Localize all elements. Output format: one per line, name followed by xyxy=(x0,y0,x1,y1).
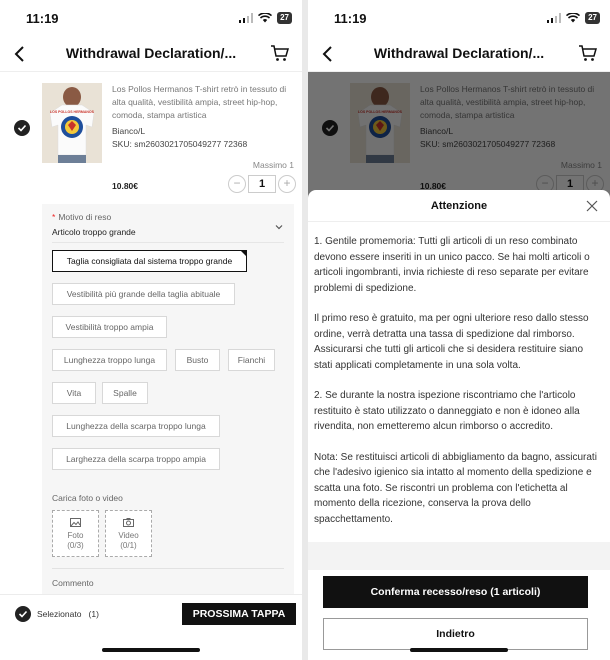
divider xyxy=(52,568,284,569)
product-price: 10.80€ xyxy=(112,181,138,191)
quantity-value[interactable]: 1 xyxy=(248,175,276,193)
reason-option[interactable]: Taglia consigliata dal sistema troppo grande xyxy=(52,250,247,272)
confirm-return-button[interactable]: Conferma recesso/reso (1 articoli) xyxy=(323,576,588,608)
battery-icon: 27 xyxy=(585,12,600,24)
select-all-checkbox[interactable] xyxy=(15,606,31,622)
scroll-fade xyxy=(308,542,610,570)
dialog-paragraph: 1. Gentile promemoria: Tutti gli articoli di un reso combinato devono essere inseriti in un unico pacco. Se hai molti articoli o articoli ingombranti, invia richieste di reso separate per evitare problemi di spedizione. xyxy=(314,236,590,294)
reason-label xyxy=(52,212,111,222)
product-card xyxy=(0,80,302,195)
upload-photo-button[interactable] xyxy=(52,510,99,557)
upload-video-count: (0/1) xyxy=(120,541,137,550)
attention-dialog-screen xyxy=(308,0,610,660)
wifi-icon xyxy=(566,13,580,23)
reason-option[interactable]: Lunghezza troppo lunga xyxy=(52,349,167,371)
comment-label: Commento xyxy=(52,578,94,588)
page-title: Withdrawal Declaration/... xyxy=(373,45,545,61)
status-time: 11:19 xyxy=(334,11,367,26)
image-icon xyxy=(70,517,81,528)
upload-video-label: Video xyxy=(118,531,139,540)
divider xyxy=(52,242,284,243)
back-arrow-icon[interactable] xyxy=(318,44,338,64)
product-image[interactable] xyxy=(42,83,102,163)
next-step-button[interactable]: PROSSIMA TAPPA xyxy=(182,603,296,625)
status-time: 11:19 xyxy=(26,11,59,26)
back-button[interactable]: Indietro xyxy=(323,618,588,650)
product-variant: Bianco/L xyxy=(112,126,146,136)
quantity-stepper xyxy=(228,175,296,193)
bottom-bar xyxy=(0,594,302,660)
nav-bar xyxy=(0,36,302,72)
selected-summary xyxy=(37,609,99,619)
home-indicator xyxy=(410,648,508,652)
attention-bottom-sheet xyxy=(308,190,610,660)
cart-icon[interactable] xyxy=(578,43,598,63)
signal-icon xyxy=(547,13,561,23)
dialog-paragraph: Nota: Se restituisci articoli di abbigliamento da bagno, assicurati che l'adesivo igienico sia intatto al momento della spedizione e scatta una foto. Se riscontri un problema con l'etichetta al momento della ricezione, conserva la prova dello spacchettamento. xyxy=(314,451,597,525)
reason-option[interactable]: Larghezza della scarpa troppo ampia xyxy=(52,448,220,470)
upload-photo-count: (0/3) xyxy=(67,541,84,550)
checkmark-icon xyxy=(15,606,31,622)
divider xyxy=(308,221,610,222)
upload-label: Carica foto o video xyxy=(52,493,123,503)
reason-option[interactable]: Vestibilità troppo ampia xyxy=(52,316,167,338)
camera-icon xyxy=(123,517,134,528)
reason-option[interactable]: Spalle xyxy=(102,382,148,404)
return-form-screen xyxy=(0,0,302,660)
reason-option[interactable]: Fianchi xyxy=(228,349,275,371)
back-arrow-icon[interactable] xyxy=(10,44,30,64)
close-icon[interactable] xyxy=(586,200,598,212)
tshirt-image xyxy=(42,83,102,163)
status-bar xyxy=(0,0,302,36)
battery-icon: 27 xyxy=(277,12,292,24)
required-mark: * xyxy=(52,212,56,222)
product-title: Los Pollos Hermanos T-shirt retrò in tessuto di alta qualità, vestibilità ampia, street hip-hop, comoda, stampa artistica xyxy=(112,84,287,120)
product-checkbox[interactable] xyxy=(14,120,30,136)
dialog-title: Attenzione xyxy=(430,200,488,212)
nav-bar xyxy=(308,36,610,72)
reason-option[interactable]: Vestibilità più grande della taglia abituale xyxy=(52,283,235,305)
product-sku: SKU: sm2603021705049277 72368 xyxy=(112,139,248,149)
selected-label: Selezionato xyxy=(37,609,82,619)
dialog-body xyxy=(314,234,600,542)
dialog-paragraph: 2. Se durante la nostra ispezione riscontriamo che l'articolo restituito è stato utilizzato o danneggiato e non è idoneo alla rivendita, non emetteremo alcun rimborso o accredito. xyxy=(314,390,580,432)
reason-option[interactable]: Lunghezza della scarpa troppo lunga xyxy=(52,415,220,437)
decrement-button[interactable]: − xyxy=(228,175,246,193)
checkmark-icon xyxy=(14,120,30,136)
status-bar xyxy=(308,0,610,36)
reason-label-text: Motivo di reso xyxy=(58,212,112,222)
return-reason-panel xyxy=(42,204,294,594)
home-indicator xyxy=(102,648,200,652)
upload-video-button[interactable] xyxy=(105,510,152,557)
page-title: Withdrawal Declaration/... xyxy=(65,45,237,61)
dialog-paragraph: Il primo reso è gratuito, ma per ogni ulteriore reso dallo stesso ordine, verrà detratta una tassa di spedizione dal rimborso. Assicurarsi che tutti gli articoli che si desidera restituire siano stati applicati completamente in una sola volta. xyxy=(314,313,589,371)
reason-value[interactable]: Articolo troppo grande xyxy=(52,227,136,237)
selected-count: (1) xyxy=(88,609,99,619)
reason-option[interactable]: Vita xyxy=(52,382,96,404)
increment-button[interactable]: + xyxy=(278,175,296,193)
cart-icon[interactable] xyxy=(270,43,290,63)
tshirt-print-text: LOS POLLOS HERMANOS xyxy=(50,110,94,114)
max-quantity-label: Massimo 1 xyxy=(252,160,294,170)
status-icons xyxy=(239,12,292,24)
wifi-icon xyxy=(258,13,272,23)
status-icons xyxy=(547,12,600,24)
chevron-down-icon[interactable] xyxy=(274,222,284,232)
upload-photo-label: Foto xyxy=(67,531,84,540)
reason-option[interactable]: Busto xyxy=(175,349,220,371)
signal-icon xyxy=(239,13,253,23)
